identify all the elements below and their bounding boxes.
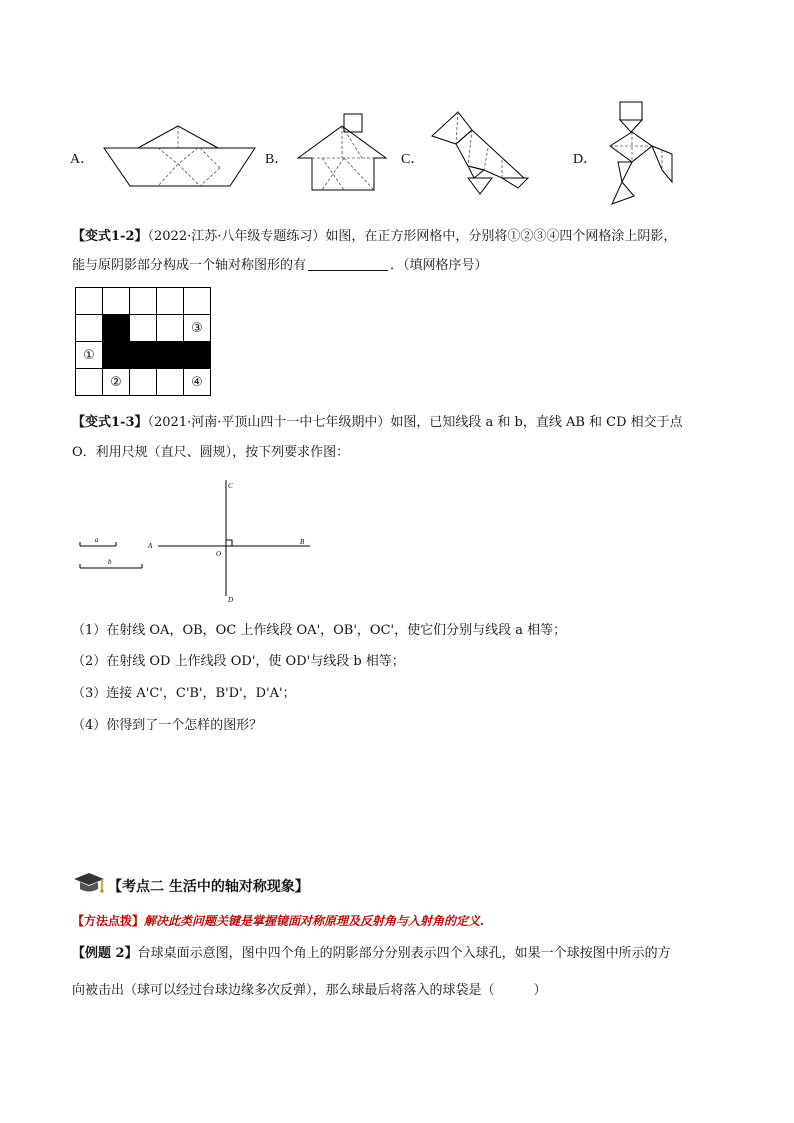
tangram-bird-figure <box>428 108 534 200</box>
label-A: A <box>148 542 153 550</box>
option-a-label: A． <box>70 152 95 167</box>
grid-cell-3[interactable]: ③ <box>184 315 211 342</box>
question-2: （2）在射线 OD 上作线段 OD'，使 OD'与线段 b 相等； <box>72 654 405 669</box>
variant-1-3-line-1 <box>72 413 683 433</box>
example-line-1 <box>72 944 671 964</box>
variant-1-3-source: （2021·河南·平顶山四十一中七年级期中） <box>147 415 391 430</box>
section-title: 【考点二 生活中的轴对称现象】 <box>108 879 309 895</box>
example-text-1: 台球桌面示意图，图中四个角上的阴影部分分别表示四个入球孔，如果一个球按图中所示的方 <box>137 946 671 961</box>
grid-cell-1[interactable]: ① <box>76 342 103 369</box>
label-B: B <box>300 538 305 546</box>
geometry-figure <box>70 476 320 606</box>
option-c-label: C． <box>401 152 425 167</box>
option-d-label: D． <box>573 152 598 167</box>
tangram-boat-figure <box>100 124 260 190</box>
example-label: 【例题 2】 <box>72 946 138 961</box>
label-C: C <box>228 482 233 490</box>
method-label: 【方法点拨】 <box>72 914 145 928</box>
variant-1-2-line-2 <box>72 256 488 276</box>
method-text: 解决此类问题关键是掌握镜面对称原理及反射角与入射角的定义. <box>144 914 485 928</box>
square-grid <box>75 287 211 396</box>
variant-1-2-text-2b: ．（填网格序号） <box>390 258 488 273</box>
label-O: O <box>216 550 222 558</box>
grid-cell-4[interactable]: ④ <box>184 369 211 396</box>
variant-1-2-line-1 <box>72 227 676 247</box>
answer-blank[interactable] <box>308 256 388 271</box>
variant-1-3-title: 【变式1-3】 <box>72 415 148 430</box>
grid-cell-2[interactable]: ② <box>103 369 130 396</box>
variant-1-3-text-1: 如图，已知线段 a 和 b，直线 AB 和 CD 相交于点 <box>390 415 683 430</box>
label-a: a <box>95 536 99 544</box>
tangram-house-figure <box>292 108 392 192</box>
variant-1-2-text-2a: 能与原阴影部分构成一个轴对称图形的有 <box>72 258 307 273</box>
label-D: D <box>228 596 234 604</box>
variant-1-3-line-2: O．利用尺规（直尺、圆规），按下列要求作图： <box>72 445 350 460</box>
variant-1-2-text-1: 如图，在正方形网格中，分别将①②③④四个网格涂上阴影， <box>325 229 677 244</box>
question-3: （3）连接 A'C'，C'B'，B'D'，D'A'； <box>72 686 296 701</box>
question-1: （1）在射线 OA，OB，OC 上作线段 OA'，OB'，OC'，使它们分别与线段 a 相等； <box>72 623 567 638</box>
option-b-label: B． <box>265 152 289 167</box>
variant-1-2-source: （2022·江苏·八年级专题练习） <box>147 229 326 244</box>
graduation-cap-icon <box>72 870 106 896</box>
method-line <box>72 911 484 931</box>
label-b: b <box>108 558 112 566</box>
variant-1-2-title: 【变式1-2】 <box>72 229 148 244</box>
tangram-figure-d <box>604 100 680 212</box>
example-line-2: 向被击出（球可以经过台球边缘多次反弹），那么球最后将落入的球袋是（ ） <box>72 983 547 998</box>
question-4: （4）你得到了一个怎样的图形？ <box>72 718 263 733</box>
